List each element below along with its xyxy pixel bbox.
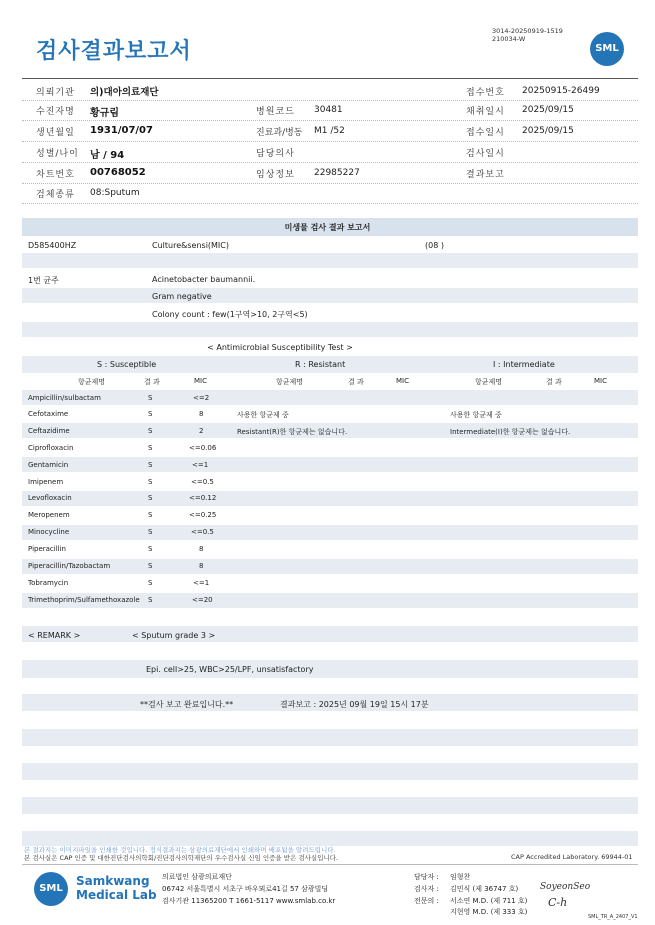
receipt-no-label: 접수번호 — [466, 88, 505, 98]
image-notice: 본 결과지는 이미지파일을 인쇄한 것입니다. 정식결과지는 삼광의료재단에서 인쇄하며 배포됨을 알려드립니다. — [24, 846, 336, 854]
receipt-date-value: 2025/09/15 — [522, 126, 574, 136]
brand-line2: Medical Lab — [76, 888, 157, 902]
drug-mic: <=0.06 — [189, 444, 217, 452]
drug-name: Meropenem — [28, 511, 70, 519]
footer-divider — [22, 864, 638, 865]
signature-1: SoyeonSeo — [540, 882, 591, 892]
staff-name: 임형찬 — [450, 873, 471, 881]
signature-2: C-h — [548, 896, 568, 909]
drug-result: S — [148, 410, 153, 418]
col-mic-i: MIC — [594, 377, 607, 385]
expert-label: 전문의 : — [414, 897, 439, 905]
band — [22, 491, 638, 506]
dept-label: 진료과/병동 — [256, 128, 303, 138]
band — [22, 626, 638, 642]
receipt-date-label: 접수일시 — [466, 128, 505, 138]
band — [22, 763, 638, 780]
receipt-no-value: 20250915-26499 — [522, 86, 600, 96]
col-result-s: 결 과 — [144, 378, 160, 386]
drug-mic: <=1 — [192, 461, 209, 469]
header-divider — [22, 78, 638, 79]
colony-count: Colony count : few(1구역>10, 2구역<5) — [152, 310, 308, 319]
row-divider — [22, 203, 638, 204]
chart-label: 차트번호 — [36, 170, 75, 180]
drug-result: S — [148, 494, 153, 502]
org-name: 의료법인 삼광의료재단 — [162, 873, 232, 881]
band — [22, 390, 638, 405]
drug-name: Tobramycin — [28, 579, 69, 587]
dob-value: 1931/07/07 — [90, 125, 153, 136]
band — [22, 525, 638, 540]
org-contact: 검사기관 11365200 T 1661-5117 www.smlab.co.kr — [162, 897, 336, 905]
drug-mic: 8 — [199, 562, 204, 570]
hospcode-value: 30481 — [314, 105, 343, 115]
drug-name: Imipenem — [28, 478, 64, 486]
row-divider — [22, 183, 638, 184]
col-drug-r: 항균제명 — [276, 378, 304, 386]
row-divider — [22, 100, 638, 101]
drug-name: Ampicillin/sulbactam — [28, 394, 101, 402]
drug-mic: 8 — [199, 410, 204, 418]
expert-name-1: 서소연 M.D. (제 711 호) — [450, 897, 528, 905]
test-name: Culture&sensi(MIC) — [152, 241, 229, 250]
test-code: D585400HZ — [28, 241, 77, 250]
band — [22, 797, 638, 814]
category-resistant: R : Resistant — [295, 360, 346, 369]
certification-notice: 본 검사실은 CAP 인증 및 대한진단검사의학회/진단검사의학재단의 우수검사실 신임 인증을 받은 검사실입니다. — [24, 854, 339, 862]
band — [22, 457, 638, 472]
cap-accreditation: CAP Accredited Laboratory. 69944-01 — [511, 853, 633, 861]
drug-mic: <=0.25 — [189, 511, 217, 519]
category-intermediate: I : Intermediate — [493, 360, 555, 369]
dept-value: M1 /52 — [314, 126, 345, 136]
test-suffix: (08 ) — [425, 241, 444, 250]
collect-date-label: 채취일시 — [466, 107, 505, 117]
category-susceptible: S : Susceptible — [97, 360, 157, 369]
resistant-note-line1: 사용한 항균제 중 — [237, 411, 289, 419]
drug-result: S — [148, 461, 153, 469]
drug-result: S — [148, 545, 153, 553]
org-label: 의뢰기관 — [36, 88, 75, 98]
drug-result: S — [148, 444, 153, 452]
drug-result: S — [148, 394, 153, 402]
organism-name: Acinetobacter baumannii. — [152, 275, 256, 284]
collect-date-value: 2025/09/15 — [522, 105, 574, 115]
drug-name: Gentamicin — [28, 461, 69, 469]
tester-name: 김민식 (제 36747 호) — [450, 885, 519, 893]
remark-detail: Epi. cell>25, WBC>25/LPF, unsatisfactory — [146, 665, 314, 674]
footer-brand — [76, 874, 157, 902]
section-title: 미생물 검사 결과 보고서 — [284, 223, 371, 232]
name-value: 황규림 — [90, 108, 119, 119]
drug-name: Cefotaxime — [28, 410, 69, 418]
sexage-label: 성별/나이 — [36, 149, 79, 159]
drug-mic: <=0.5 — [191, 528, 214, 536]
drug-mic: <=2 — [193, 394, 210, 402]
intermediate-note-line2: Intermediate(I)한 항균제는 없습니다. — [450, 428, 571, 436]
col-mic-s: MIC — [194, 377, 207, 385]
drug-mic: 8 — [199, 545, 204, 553]
drug-result: S — [148, 596, 153, 604]
report-label: 결과보고 — [466, 170, 505, 180]
drug-result: S — [148, 562, 153, 570]
intermediate-note-line1: 사용한 항균제 중 — [450, 411, 502, 419]
clinical-value: 22985227 — [314, 168, 360, 178]
tester-label: 검사자 : — [414, 885, 439, 893]
drug-name: Ceftazidime — [28, 427, 70, 435]
remark-label: < REMARK > — [28, 631, 81, 640]
document-id — [492, 27, 563, 43]
band — [22, 253, 638, 268]
document-id-line2: 210034-W — [492, 35, 526, 43]
sml-logo: SML — [590, 32, 624, 66]
band — [22, 288, 638, 303]
row-divider — [22, 120, 638, 121]
dob-label: 생년월일 — [36, 128, 75, 138]
doctor-label: 담당의사 — [256, 149, 295, 159]
drug-result: S — [148, 528, 153, 536]
drug-result: S — [148, 579, 153, 587]
clinical-label: 임상정보 — [256, 170, 295, 180]
document-id-line1: 3014-20250919-1519 — [492, 27, 563, 35]
specimen-value: 08:Sputum — [90, 188, 140, 198]
resistant-note-line2: Resistant(R)한 항균제는 없습니다. — [237, 428, 348, 436]
col-mic-r: MIC — [396, 377, 409, 385]
report-title: 검사결과보고서 — [36, 39, 192, 64]
drug-mic: <=1 — [193, 579, 210, 587]
report-time: 결과보고 : 2025년 09월 19일 15시 17분 — [280, 700, 429, 709]
row-divider — [22, 162, 638, 163]
report-complete-message: **검사 보고 완료입니다.** — [140, 700, 234, 709]
ast-title: < Antimicrobial Susceptibility Test > — [207, 343, 353, 352]
drug-name: Ciprofloxacin — [28, 444, 74, 452]
drug-name: Piperacillin/Tazobactam — [28, 562, 111, 570]
footer-sml-logo: SML — [34, 872, 68, 906]
band — [22, 322, 638, 337]
col-result-r: 결 과 — [348, 378, 364, 386]
organism-label: 1번 균주 — [28, 276, 59, 285]
drug-mic: <=20 — [192, 596, 213, 604]
band — [22, 729, 638, 746]
specimen-label: 검체종류 — [36, 190, 75, 200]
drug-result: S — [148, 427, 153, 435]
org-value: 의)대아의료재단 — [90, 87, 159, 98]
band — [22, 660, 638, 678]
drug-result: S — [148, 511, 153, 519]
drug-mic: <=0.5 — [191, 478, 214, 486]
drug-result: S — [148, 478, 153, 486]
col-drug-s: 항균제명 — [78, 378, 106, 386]
hospcode-label: 병원코드 — [256, 107, 295, 117]
col-drug-i: 항균제명 — [475, 378, 503, 386]
remark-grade: < Sputum grade 3 > — [132, 631, 216, 640]
brand-line1: Samkwang — [76, 874, 150, 888]
chart-value: 00768052 — [90, 167, 146, 178]
band — [22, 831, 638, 846]
band — [22, 559, 638, 574]
col-result-i: 결 과 — [546, 378, 562, 386]
sexage-value: 남 / 94 — [90, 150, 125, 161]
drug-mic: <=0.12 — [189, 494, 217, 502]
test-date-label: 검사일시 — [466, 149, 505, 159]
name-label: 수진자명 — [36, 107, 75, 117]
drug-mic: 2 — [199, 427, 204, 435]
drug-name: Minocycline — [28, 528, 70, 536]
drug-name: Levofloxacin — [28, 494, 72, 502]
drug-name: Trimethoprim/Sulfamethoxazole — [28, 596, 140, 604]
org-address: 06742 서울특별시 서초구 바우뫼로41길 57 삼광빌딩 — [162, 885, 329, 893]
staff-label: 담당자 : — [414, 873, 439, 881]
gram-stain: Gram negative — [152, 292, 212, 301]
expert-name-2: 지현영 M.D. (제 333 호) — [450, 908, 528, 916]
form-code: SML_TR_A_2407_V1 — [588, 914, 638, 920]
drug-name: Piperacillin — [28, 545, 66, 553]
row-divider — [22, 141, 638, 142]
